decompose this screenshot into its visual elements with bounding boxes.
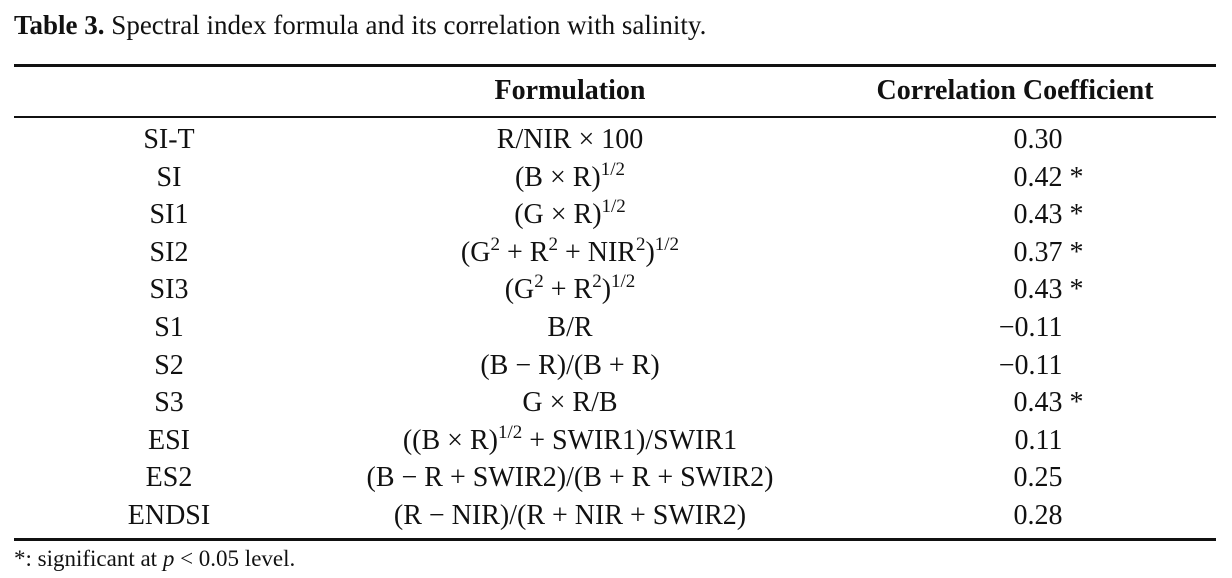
table-row xyxy=(14,234,1216,272)
formula-superscript: 1/2 xyxy=(654,233,680,255)
correlation-cell xyxy=(865,459,1215,497)
footnote-rest: < 0.05 level. xyxy=(174,546,296,571)
formula-superscript: 1/2 xyxy=(601,196,626,218)
significance-marker: * xyxy=(1069,199,1084,231)
table-body xyxy=(14,121,1216,535)
correlation-value: 0.30 xyxy=(1013,124,1063,155)
formulation-cell xyxy=(330,384,810,422)
correlation-value: 0.11 xyxy=(1014,424,1063,456)
index-name-cell: S2 xyxy=(154,349,184,381)
formula-text: (G xyxy=(504,274,535,306)
table-row xyxy=(14,347,1216,385)
formula-text: B/R xyxy=(547,311,593,343)
correlation-value: 0.43 xyxy=(1013,387,1063,419)
table-row xyxy=(14,497,1216,535)
formula-text: + R xyxy=(543,274,593,306)
formula-text: (B − R)/(B + R) xyxy=(480,349,660,381)
index-name-cell: SI3 xyxy=(149,274,189,306)
correlation-cell xyxy=(865,121,1215,159)
formula-superscript: 2 xyxy=(490,233,500,255)
formula-superscript: 1/2 xyxy=(600,158,626,180)
index-name-cell: ESI xyxy=(148,424,190,456)
correlation-value: 0.43 xyxy=(1013,199,1063,231)
correlation-value: 0.25 xyxy=(1013,462,1063,494)
formulation-cell xyxy=(330,422,810,460)
table-row xyxy=(14,159,1216,197)
footnote-variable: p xyxy=(162,546,175,571)
formulation-cell xyxy=(330,121,810,159)
table-row xyxy=(14,309,1216,347)
formulation-cell xyxy=(330,459,810,497)
index-name-cell: ENDSI xyxy=(127,499,211,531)
correlation-cell xyxy=(865,271,1215,309)
formula-superscript: 1/2 xyxy=(497,421,523,443)
formula-text: ((B × R) xyxy=(402,424,498,456)
formulation-cell xyxy=(330,347,810,385)
formulation-cell xyxy=(330,271,810,309)
table-row xyxy=(14,196,1216,234)
correlation-value: 0.43 xyxy=(1013,274,1063,306)
correlation-value: 0.37 xyxy=(1013,236,1063,268)
formula-superscript: 2 xyxy=(534,271,544,293)
table-row xyxy=(14,271,1216,309)
table-label: Table 3. xyxy=(14,10,105,40)
table-bottom-rule xyxy=(14,538,1216,541)
formula-text: G × R/B xyxy=(522,387,618,419)
table-row xyxy=(14,121,1216,159)
correlation-value: −0.11 xyxy=(998,311,1063,343)
formula-text: R/NIR × 100 xyxy=(496,124,644,155)
index-name-cell: S3 xyxy=(154,387,184,419)
formula-superscript: 2 xyxy=(592,271,602,293)
formula-superscript: 2 xyxy=(635,233,646,255)
formula-text: ) xyxy=(645,236,655,268)
formula-text: + NIR xyxy=(557,236,636,268)
formula-superscript: 1/2 xyxy=(611,271,636,293)
footnote-prefix: *: significant at xyxy=(14,546,163,571)
table-row xyxy=(14,459,1216,497)
correlation-value: 0.42 xyxy=(1013,161,1063,193)
index-name-cell: SI1 xyxy=(149,199,189,231)
index-name-cell: SI2 xyxy=(149,236,189,268)
formula-text: (R − NIR)/(R + NIR + SWIR2) xyxy=(393,499,747,531)
formulation-cell xyxy=(330,196,810,234)
table-row xyxy=(14,422,1216,460)
correlation-cell xyxy=(865,422,1215,460)
significance-marker: * xyxy=(1069,387,1084,419)
correlation-cell xyxy=(865,234,1215,272)
formulation-cell xyxy=(330,497,810,535)
correlation-cell xyxy=(865,384,1215,422)
formula-text: (G × R) xyxy=(514,199,602,231)
correlation-cell xyxy=(865,309,1215,347)
significance-marker: * xyxy=(1069,161,1084,193)
formulation-cell xyxy=(330,309,810,347)
formulation-cell xyxy=(330,159,810,197)
correlation-cell xyxy=(865,497,1215,535)
index-name-cell: SI-T xyxy=(143,124,195,155)
formulation-cell xyxy=(330,234,810,272)
table-footnote xyxy=(14,544,295,574)
correlation-cell xyxy=(865,159,1215,197)
formula-text: + R xyxy=(499,236,549,268)
table-top-rule xyxy=(14,64,1216,67)
table-row xyxy=(14,384,1216,422)
index-name-cell: ES2 xyxy=(145,462,193,494)
column-header-correlation: Correlation Coefficient xyxy=(876,75,1154,106)
formula-text: (B × R) xyxy=(514,161,601,193)
index-name-cell: SI xyxy=(156,161,182,193)
correlation-cell xyxy=(865,347,1215,385)
table-caption-text: Spectral index formula and its correlation with salinity. xyxy=(111,10,707,40)
formula-text: (B − R + SWIR2)/(B + R + SWIR2) xyxy=(366,462,774,494)
correlation-cell xyxy=(865,196,1215,234)
formula-text: ) xyxy=(601,274,612,306)
table-caption xyxy=(14,8,706,42)
significance-marker: * xyxy=(1069,274,1084,306)
correlation-value: 0.28 xyxy=(1013,499,1063,531)
header-rule xyxy=(14,116,1216,118)
correlation-value: −0.11 xyxy=(998,349,1063,381)
formula-text: + SWIR1)/SWIR1 xyxy=(522,424,738,456)
column-header-formulation: Formulation xyxy=(494,75,646,106)
formula-superscript: 2 xyxy=(548,233,558,255)
formula-text: (G xyxy=(460,236,491,268)
significance-marker: * xyxy=(1069,236,1084,268)
index-name-cell: S1 xyxy=(154,311,184,343)
